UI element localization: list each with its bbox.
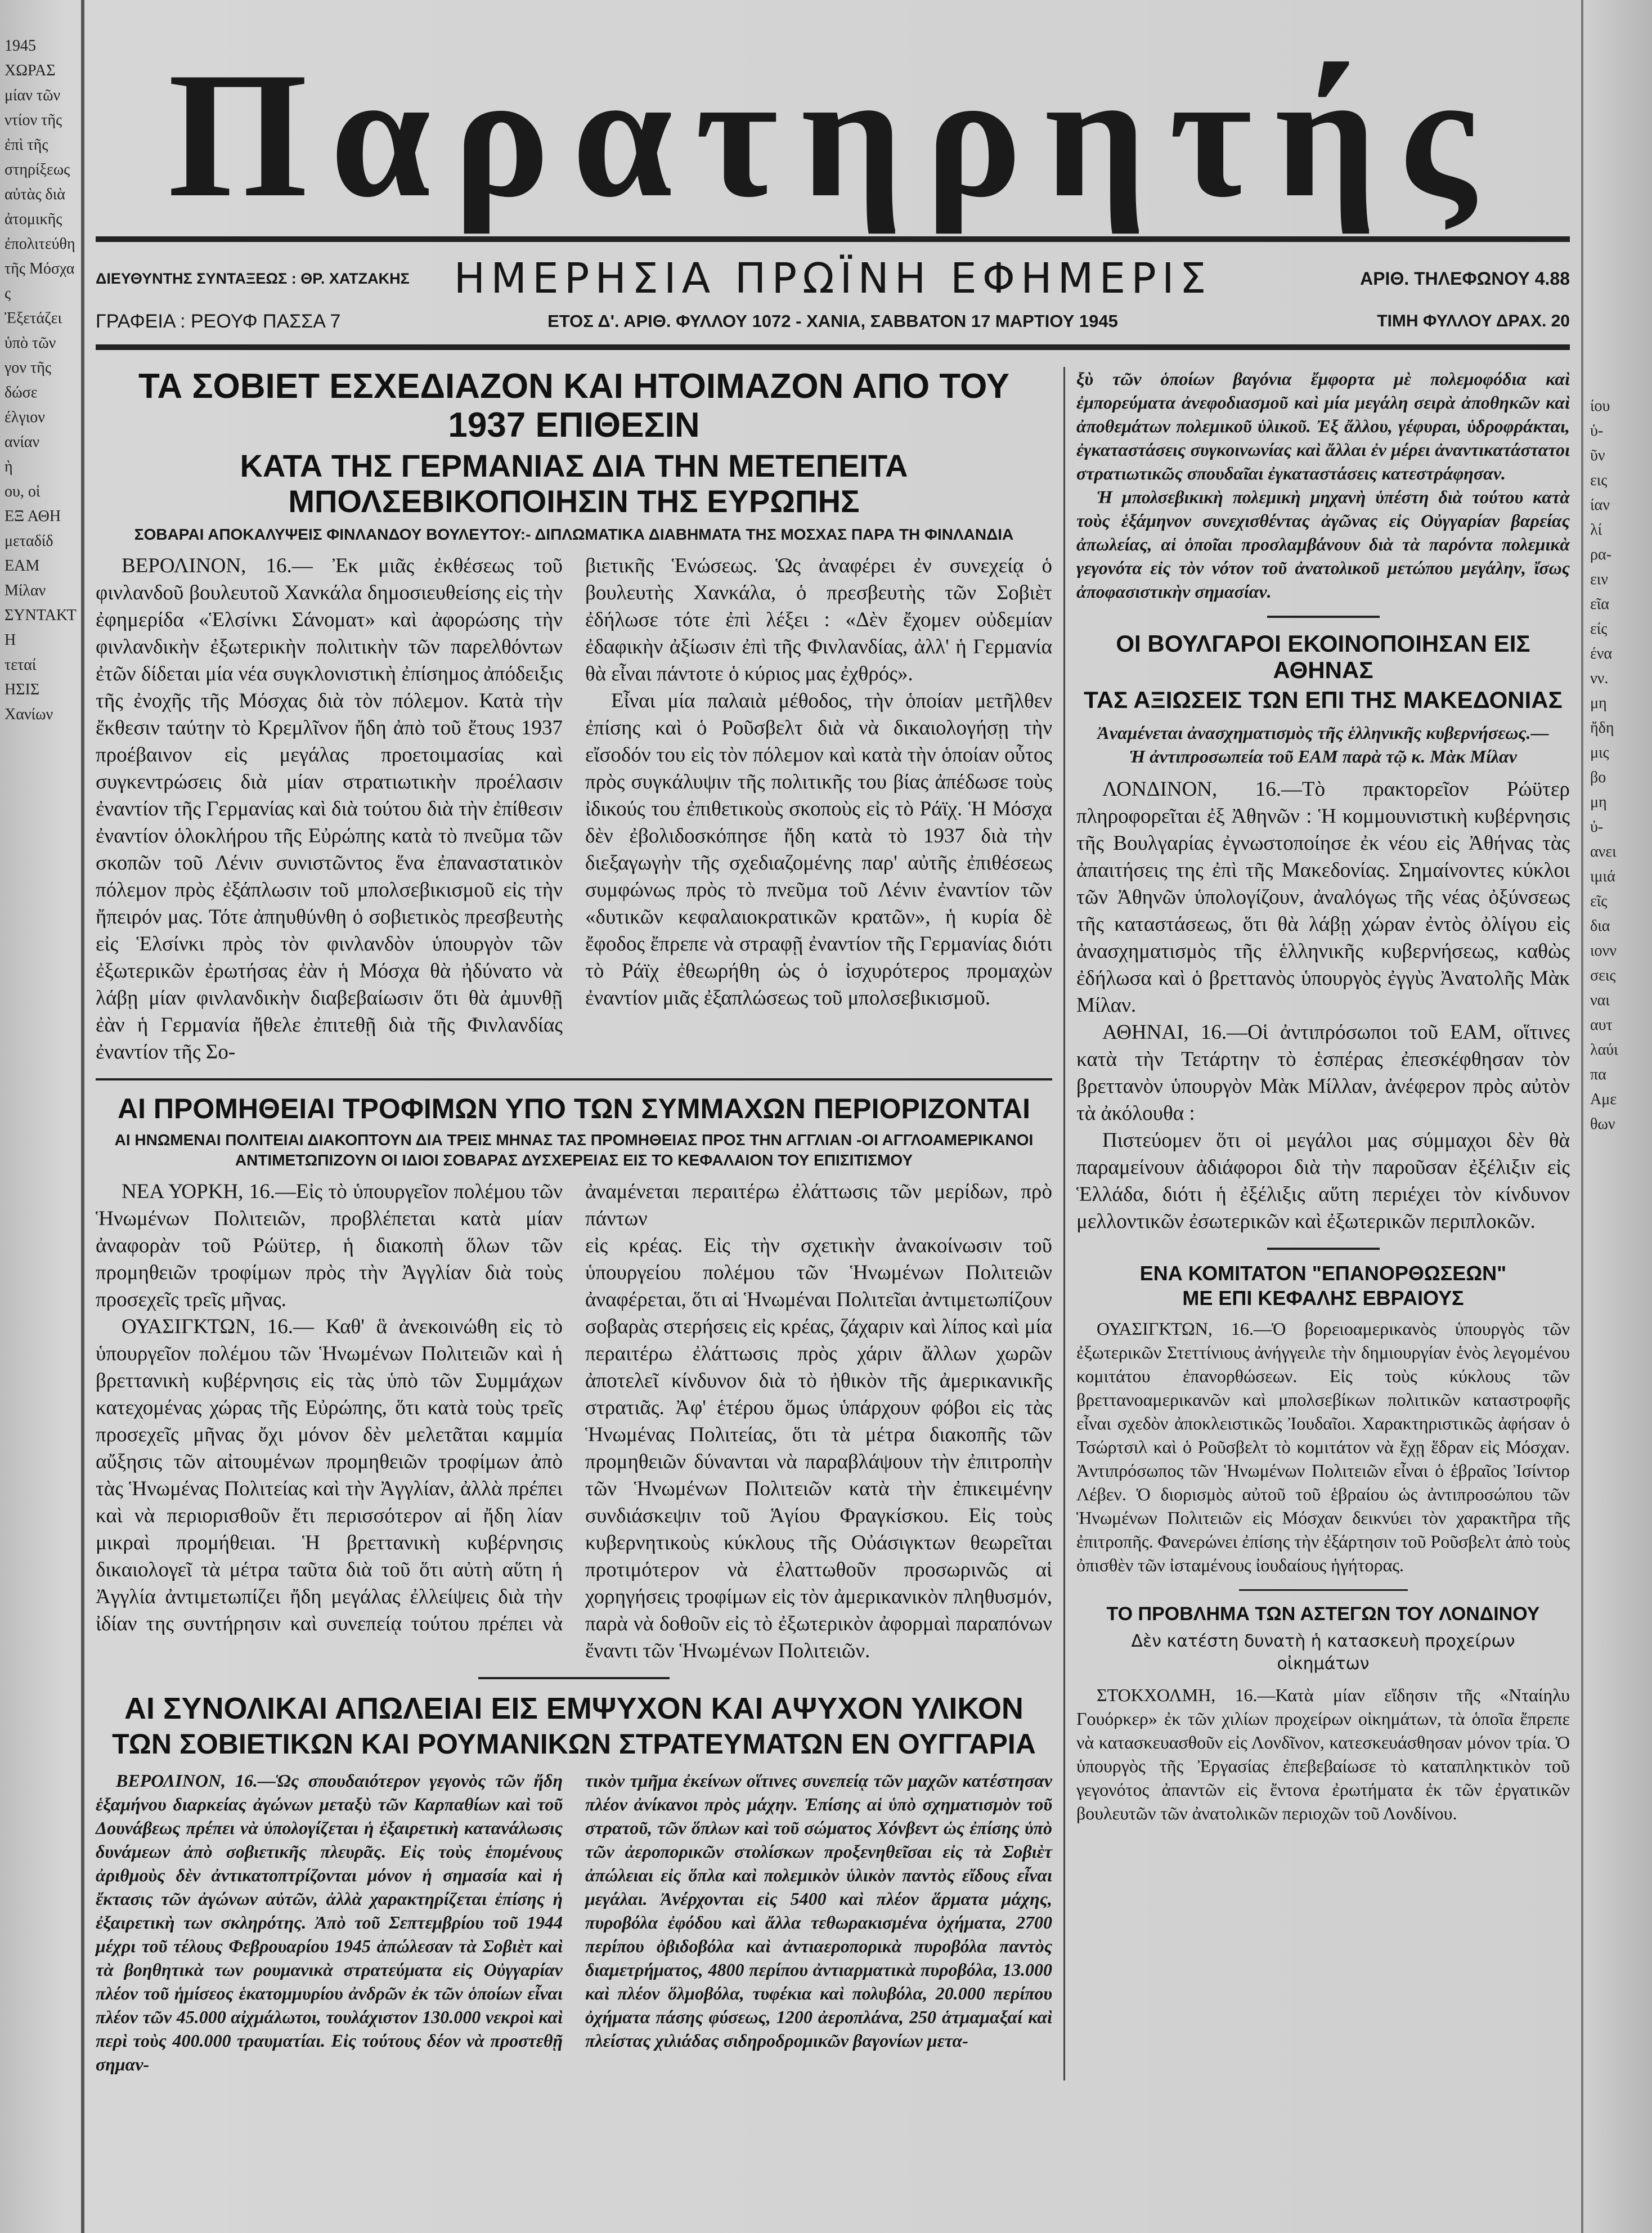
paragraph: ΟΥΑΣΙΓΚΤΩΝ, 16.— Καθ' ἃ ἀνεκοινώθη εἰς τὸ ὑπουργεῖον πολέμου τῶν Ἡνωμένων Πολιτειῶν καὶ ἡ βρεττανικὴ κυβέρνησις εἰς τὰς ὑπὸ τῶν Συμμάχων κατεχομένας χώρας τῆς Εὐρώπης, ὅτι κατὰ τοὺς τρεῖς προσεχεῖς μῆνας ὄχι μόνον δὲν μελετᾶται καμμία αὔξησις τῶν αἰτουμένων προμηθειῶν τροφίμων ἀπὸ τὰς Ἡνωμένας Πολιτείας καὶ τὴν Ἀγγλίαν, ἀλλὰ πρέπει καὶ νὰ περιορισθοῦν ἔτι περισσότερον αἱ ἤδη λίαν μικραὶ προμήθειαι. Ἡ βρεττανικὴ κυβέρνησις δικαιολογεῖ τὰ μέτρα ταῦτα διὰ τοῦ ὅτι αὐτὴ αὕτη ἡ Ἀγγλία ἀντιμετωπίζει ἤδη μεγάλας ἐλλείψεις διὰ τὴν ἰδίαν της συντήρησιν καὶ συνεπείᾳ τούτου πρέπει νὰ ἀναμένεται περαιτέρω ἐλάττωσις τῶν μερίδων, πρὸ πάντων: [96, 1180, 1052, 1636]
divider: [1267, 616, 1380, 618]
edge-text-fragment: ἀτομικῆς: [5, 210, 62, 228]
adjacent-page-right-edge: [1581, 0, 1652, 2233]
edge-text-fragment: ΕΑΜ: [5, 557, 40, 575]
edge-text-fragment: είς: [1590, 620, 1608, 638]
london-subhead: Δὲν κατέστη δυνατὴ ἡ κατασκευὴ προχείρων οἰκημάτων: [1131, 1631, 1515, 1674]
paragraph: Εἶναι μία παλαιὰ μέθοδος, τὴν ὁποίαν μετῆλθεν ἐπίσης καὶ ὁ Ροῦσβελτ διὰ νὰ δικαιολογήσῃ τὴν εἴσοδόν του εἰς τὸν πόλεμον καὶ κατὰ τὴν ὁποίαν οὗτος πρὸς συγκάλυψιν τῆς πολιτικῆς του βίας ἀπέδωσε τοὺς ἰδικούς του ἐπιθετικοὺς σκοποὺς εἰς τὸ Ράϊχ. Ἡ Μόσχα δὲν ἐβολιδοσκόπησε ἤδη κατὰ τὸ 1937 διὰ τὴν διεξαγωγὴν τῆς σχεδιαζομένης παρ' αὐτῆς ἐπιθέσεως συμφώνως πρὸς τὸ πνεῦμα τοῦ Λένιν ἐναντίον τῶν «δυτικῶν κεφαλαιοκρατικῶν κρατῶν», ἡ κυρία δὲ ἔφοδος ἔπρεπε νὰ στραφῇ ἐναντίον τῆς Γερμανίας διότι τὸ Ράϊχ ἐθεωρήθη ὡς ὁ ἰσχυρότερος προμαχὼν ἐναντίον μιᾶς ἐξαπλώσεως τοῦ μπολσεβικισμοῦ.: [585, 689, 1052, 1010]
edge-text-fragment: ένα: [1590, 645, 1613, 662]
paragraph: εἰς κρέας. Εἰς τὴν σχετικὴν ἀνακοίνωσιν τοῦ ὑπουργείου πολέμου τῶν Ἡνωμένων Πολιτειῶν ἀναφέρεται, ὅτι αἱ Ἡνωμέναι Πολιτεῖαι ἀντιμετωπίζουν σοβαρὰς στερήσεις εἰς κρέας, ζάχαριν καὶ λίπος καὶ μία περαιτέρω ἐλάττωσις πρὸς χάριν ἄλλων χωρῶν ἀποτελεῖ κίνδυνον διὰ τὸ ἠθικὸν τῆς ἀμερικανικῆς στρατιᾶς. Ἀφ' ἑτέρου ὅμως ὑπάρχουν φόβοι εἰς τὰς Ἡνωμένας Πολιτείας, ὅτι τὰ μέτρα διακοπῆς τῶν προμηθειῶν δύνανται νὰ παραβλάψουν τὴν ἐπιτροπὴν τῶν Ἡνωμένων Πολιτειῶν κατὰ τὴν ἐπικειμένην συνδιάσκεψιν τοῦ Ἁγίου Φραγκίσκου. Εἰς τοὺς κυβερνητικοὺς κύκλους τῆς Οὐάσιγκτων θεωρεῖται προτιμότερον νὰ ἐλαττωθοῦν προσωρινῶς αἱ χορηγήσεις τροφίμων εἰς τὸν ἀμερικανικὸν πληθυσμόν, παρὰ νὰ δοθοῦν εἰς τὸ ἐξωτερικὸν ἀφορμαὶ παραπόνων ἔναντι τῶν Ἡνωμένων Πολιτειῶν.: [585, 1234, 1052, 1663]
edge-text-fragment: ίαν: [1590, 496, 1610, 514]
edge-text-fragment: πα: [1590, 1066, 1606, 1083]
edge-text-fragment: ανει: [1590, 843, 1617, 860]
content-columns: [96, 367, 1570, 2080]
edge-text-fragment: ιμιά: [1590, 868, 1615, 885]
edge-text-fragment: βο: [1590, 769, 1606, 786]
edge-text-fragment: ΗΣΙΣ: [5, 681, 40, 698]
edge-text-fragment: εῖς: [1590, 893, 1608, 910]
paragraph: ξὺ τῶν ὁποίων βαγόνια ἔμφορτα μὲ πολεμοφόδια καὶ ἐμπορεύματα ἀνεφοδιασμοῦ καὶ μία μεγάλη σειρὰ ἀποθηκῶν καὶ ἀποθεμάτων πολεμικοῦ ὑλικοῦ. Ἐξ ἄλλου, γέφυραι, ὑδροφράκται, ἐγκαταστάσεις συγκοινωνίας καὶ ἄλλαι ἐν μέρει ἀναντικατάστατοι στρατιωτικῶς σπουδαῖαι ἐγκαταστάσεις κατεστράφησαν.: [1076, 369, 1570, 483]
article2-headline: ΑΙ ΠΡΟΜΗΘΕΙΑΙ ΤΡΟΦΙΜΩΝ ΥΠΟ ΤΩΝ ΣΥΜΜΑΧΩΝ ΠΕΡΙΟΡΙΖΟΝΤΑΙ: [118, 1093, 1030, 1125]
edge-text-fragment: νν.: [1590, 670, 1609, 687]
divider: [96, 1078, 1052, 1080]
edge-text-fragment: ου, οἱ: [5, 483, 41, 500]
edge-text-fragment: τῆς Μόσχας: [5, 260, 75, 302]
paragraph: ΑΘΗΝΑΙ, 16.—Οἱ ἀντιπρόσωποι τοῦ ΕΑΜ, οἵτινες κατὰ τὴν Τετάρτην τὸ ἑσπέρας ἐπεσκέφθησαν τὸν βρεττανὸν ὑπουργὸν Μὰκ Μίλλαν, ἀνέφερον πρὸς αὐτὸν τὰ ἀκόλουθα :: [1076, 1021, 1570, 1126]
divider: [1239, 1589, 1408, 1591]
edge-text-fragment: ναι: [1590, 992, 1610, 1009]
article2-body: [96, 1178, 1052, 1665]
edge-text-fragment: λί: [1590, 521, 1602, 539]
paragraph: Ἡ μπολσεβικικὴ πολεμικὴ μηχανὴ ὑπέστη διὰ τούτου κατὰ τοὺς ἑξάμηνον συνεχισθέντας ἀγῶνας εἰς Οὐγγαρίαν βαρείας ἀπωλείας, αἱ ὁποῖαι προσλαμβάνουν διὰ τὰ παρόντα πολεμικὰ γεγονότα εἰς τὸν νότον τοῦ ἀνατολικοῦ μετώπου μεγάλην, ἴσως ἀποφασιστικὴν σημασίαν.: [1076, 487, 1570, 602]
column-divider: [1063, 367, 1065, 2080]
edge-text-fragment: ΣΥΝΤΑΚΤΗ: [5, 607, 77, 649]
edge-text-fragment: ΧΩΡΑΣ: [5, 62, 56, 79]
paragraph: ΟΥΑΣΙΓΚΤΩΝ, 16.—Ὁ βορειοαμερικανὸς ὑπουργὸς τῶν ἐξωτερικῶν Στεττίνιους ἀνήγγειλε τὴν δημιουργίαν ἑνὸς λεγομένου κομιτάτου ἐπανορθώσεων. Εἰς τοὺς κύκλους τῶν βρεττανοαμερικανῶν καὶ μπολσεβίκων πολιτικῶν καταστροφῆς εἶναι σχεδὸν ἀποκλειστικῶς Ἰουδαῖοι. Χαρακτηριστικῶς ἀφήσαν ὁ Τσώρτσιλ καὶ ὁ Ροῦσβελτ τὸ κομιτάτον νὰ ἔχῃ ἕδραν εἰς Μόσχαν. Ἀντιπρόσωπος τῶν Ἡνωμένων Πολιτειῶν εἶναι ὁ ἑβραῖος Ἰσίντορ Λέβεν. Ὁ διορισμὸς αὐτοῦ τοῦ ἑβραίου ὡς ἀντιπροσώπου τῶν Ἡνωμένων Πολιτειῶν εἰς Μόσχαν δεικνύει τὸν χαρακτῆρα τῆς ἐπιτροπῆς. Φανερώνει ἐπίσης τὴν ἐξάρτησιν τοῦ Ροῦσβελτ ἀπὸ τοὺς ὀπισθὲν τῶν ἰσταμένους ἰουδαίους ἡγήτορας.: [1076, 1318, 1570, 1575]
paragraph: ΒΕΡΟΛΙΝΟΝ, 16.— Ἐκ μιᾶς ἐκθέσεως τοῦ φινλανδοῦ βουλευτοῦ Χανκάλα δημοσιευθείσης εἰς τὴν ἐφημερίδα «Ἑλσίνκι Σάνοματ» καὶ ἀφορώσης τὴν φινλανδικὴν ἐξωτερικὴν πολιτικὴν τῶν παρελθόντων ἐτῶν δίδεται μία νέα συγκλονιστικὴ ἐπίσημος ἀπόδειξις τῆς ἐνοχῆς τῆς Μόσχας διὰ τὸν πόλεμον. Κατὰ τὴν ἔκθεσιν ταύτην τὸ Κρεμλῖνον ἤδη ἀπὸ τοῦ ἔτους 1937 προέβαινον εἰς μεγάλας προετοιμασίας καὶ συγκεντρώσεις διὰ μίαν στρατιωτικὴν προέλασιν ἐναντίον τῆς Γερμανίας καὶ διὰ τούτου διὰ τὴν ἐπίθεσιν ἐναντίον ὁλοκλήρου τῆς Εὐρώπης κατὰ τὸ πνεῦμα τῶν σκοπῶν τοῦ Λένιν συνιστῶντος ἕνα ἐπαναστατικὸν πόλεμον πρὸς ἐξάπλωσιν τοῦ μπολσεβικισμοῦ εἰς τὴν ἤπειρόν μας. Τότε ἀπηυθύνθη ὁ σοβιετικὸς πρεσβευτὴς εἰς Ἑλσίνκι πρὸς τὸν φινλανδὸν ὑπουργὸν τῶν ἐξωτερικῶν ἐρωτήσας ἐὰν ἡ Μόσχα θὰ ἠδύνατο νὰ λάβῃ μίαν φινλανδικὴν διαβεβαίωσιν ὅτι θὰ ἀμυνθῇ ἐὰν ἡ Γερμανία ἤθελε ἐπιτεθῇ διὰ τῆς Φινλανδίας ἐναντίον τῆς Σο-: [96, 554, 563, 1064]
masthead-info: [96, 242, 1570, 344]
committee-headline-line2: ΜΕ ΕΠΙ ΚΕΦΑΛΗΣ ΕΒΡΑΙΟΥΣ: [1182, 1286, 1464, 1310]
edge-text-fragment: σεις: [1590, 967, 1616, 984]
edge-text-fragment: Αμε: [1590, 1091, 1617, 1108]
edge-text-fragment: ἤδη: [1590, 719, 1614, 737]
article1-headline-line1: ΤΑ ΣΟΒΙΕΤ ΕΣΧΕΔΙΑΖΟΝ ΚΑΙ ΗΤΟΙΜΑΖΟΝ ΑΠΟ ΤΟΥ 1937 ΕΠΙΘΕΣΙΝ: [138, 367, 1009, 445]
price: ΤΙΜΗ ΦΥΛΛΟΥ ΔΡΑΧ. 20: [1377, 312, 1570, 330]
edge-text-fragment: 1945: [5, 37, 36, 55]
edge-text-fragment: εις: [1590, 472, 1608, 489]
edge-text-fragment: ανίαν: [5, 433, 40, 451]
edge-text-fragment: ὑπὸ τῶν: [5, 334, 56, 352]
right-column-continuation: [1076, 367, 1570, 603]
bulgaria-subhead: Ἀναμένεται ἀνασχηματισμὸς τῆς ἑλληνικῆς κυβερνήσεως.—Ἡ ἀντιπροσωπεία τοῦ ΕΑΜ παρὰ τῷ κ. Μὰκ Μίλαν: [1097, 723, 1549, 767]
edge-text-fragment: δώσε: [5, 384, 38, 401]
edge-text-fragment: ὐ-: [1590, 818, 1604, 836]
edge-text-fragment: μη: [1590, 793, 1607, 811]
edge-text-fragment: ῦν: [1590, 447, 1605, 464]
bulgaria-article-body: [1076, 776, 1570, 1235]
paragraph: βιετικῆς Ἑνώσεως. Ὡς ἀναφέρει ἐν συνεχείᾳ ὁ βουλευτὴς Χανκάλα, ὁ πρεσβευτὴς τῶν Σοβιὲτ ἐδήλωσε τότε ἐπὶ λέξει : «Δὲν ἔχομεν οὐδεμίαν ἐδαφικὴν ἀξίωσιν ἐπὶ τῆς Φινλανδίας, ἀλλ' ἡ Γερμανία θὰ εἶναι πάντοτε ὁ κύριος μας ἐχθρός».: [585, 554, 1052, 686]
edge-text-fragment: εῖα: [1590, 595, 1609, 613]
article1: [96, 367, 1052, 1066]
phone: ΑΡΙΘ. ΤΗΛΕΦΩΝΟΥ 4.88: [1360, 268, 1570, 289]
paragraph: τικὸν τμῆμα ἐκείνων οἵτινες συνεπείᾳ τῶν μαχῶν κατέστησαν πλέον ἀνίκανοι πρὸς μάχην. Ἐπίσης αἱ ὑπὸ σχηματισμὸν τοῦ στρατοῦ, τῶν ὅπλων καὶ τοῦ σώματος Χόνβεντ ὡς ἐπίσης ὑπὸ τῶν ἀεροπορικῶν στολίσκων προξενηθεῖσαι εἰς τὰ Σοβιὲτ ἀπώλειαι εἰς ὅπλα καὶ πολεμικὸν ὑλικὸν παντὸς εἴδους εἶναι μεγάλαι. Ἀνέρχονται εἰς 5400 καὶ πλέον ἅρματα μάχης, πυροβόλα ἐφόδου καὶ ἄλλα τεθωρακισμένα ὀχήματα, 2700 περίπου ὀβιδοβόλα καὶ ἀντιαεροπορικὰ πυροβόλα παντὸς διαμετρήματος, 4800 περίπου ἀντιαρματικὰ πυροβόλα, 13.000 καὶ πλέον ὅλμοβόλα, τυφέκια καὶ πολυβόλα, 20.000 περίπου ὀχήματα πάσης φύσεως, 1200 ἀεροπλάνα, 250 ἁτμαμαξαί καὶ πλείστας χιλιάδας σιδηροδρομικῶν βαγονίων μετα-: [585, 1770, 1052, 2051]
main-column: [96, 367, 1052, 2080]
edge-text-fragment: ἐπολιτεύθη: [5, 235, 75, 253]
edge-text-fragment: αὐτὰς διὰ: [5, 186, 65, 203]
edge-text-fragment: αυτ: [1590, 1016, 1613, 1034]
article1-body: [96, 553, 1052, 1066]
edge-text-fragment: στηρίξεως: [5, 161, 70, 178]
adjacent-page-left-edge: [0, 0, 84, 2233]
edge-text-fragment: ντίον τῆς: [5, 111, 62, 129]
paragraph: ΛΟΝΔΙΝΟΝ, 16.—Τὸ πρακτορεῖον Ρώϋτερ πληροφορεῖται ἐξ Ἀθηνῶν : Ἡ κομμουνιστικὴ κυβέρνησις τῆς Βουλγαρίας ἐγνωστοποίησε ἐκ νέου εἰς Ἀθήνας τὰς ἀπαιτήσεις της ἐπὶ τῆς Μακεδονίας. Σημαίνοντες κύκλοι τῶν Ἀθηνῶν ὑπολογίζουν, ἀναλόγως τῆς νέας ὀξύνσεως τῆς καταστάσεως, ὅτι θὰ λάβῃ χώραν ἐντὸς ὀλίγου εἰς ἀνασχηματισμὸς τῆς ἑλληνικῆς κυβερνήσεως, καθὼς ἐδήλωσα καὶ ὁ βρεττανὸς ὑπουργὸς ἐγγὺς Ἀνατολῆς Μὰκ Μίλαν.: [1076, 778, 1570, 1017]
edge-text-fragment: θων: [1590, 1115, 1615, 1133]
london-headline: ΤΟ ΠΡΟΒΛΗΜΑ ΤΩΝ ΑΣΤΕΓΩΝ ΤΟΥ ΛΟΝΔΙΝΟΥ: [1106, 1603, 1540, 1625]
right-column: [1076, 367, 1570, 2080]
edge-text-fragment: Χανίων: [5, 706, 53, 723]
edge-text-fragment: έλγιον: [5, 409, 45, 426]
editor-line: ΔΙΕΥΘΥΝΤΗΣ ΣΥΝΤΑΞΕΩΣ : ΘΡ. ΧΑΤΖΑΚΗΣ: [96, 270, 410, 287]
divider: [96, 236, 1570, 242]
committee-article-body: [1076, 1317, 1570, 1577]
edge-text-fragment: μίαν τῶν: [5, 87, 61, 104]
edge-text-fragment: λαύι: [1590, 1041, 1618, 1059]
edge-text-fragment: γον τῆς: [5, 359, 52, 376]
article2-subhead: ΑΙ ΗΝΩΜΕΝΑΙ ΠΟΛΙΤΕΙΑΙ ΔΙΑΚΟΠΤΟΥΝ ΔΙΑ ΤΡΕΙΣ ΜΗΝΑΣ ΤΑΣ ΠΡΟΜΗΘΕΙΑΣ ΠΡΟΣ ΤΗΝ ΑΓΓΛΙΑΝ -ΟΙ ΑΓΓΛΟΑΜΕΡΙΚΑΝΟΙ ΑΝΤΙΜΕΤΩΠΙΖΟΥΝ ΟΙ ΙΔΙΟΙ ΣΟΒΑΡΑΣ ΔΥΣΧΕΡΕΙΑΣ ΕΙΣ ΤΟ ΚΕΦΑΛΑΙΟΝ ΤΟΥ ΕΠΙΣΙΤΙΣΜΟΥ: [114, 1131, 1034, 1169]
offices: ΓΡΑΦΕΙΑ : ΡΕΟΥΦ ΠΑΣΣΑ 7: [96, 311, 341, 332]
edge-text-fragment: ὑ-: [1590, 422, 1604, 440]
edge-text-fragment: Ἐξετάζει: [5, 310, 62, 327]
masthead-logo: Παρατηρητής: [168, 35, 1498, 235]
divider: [96, 344, 1570, 350]
paragraph: ΒΕΡΟΛΙΝΟΝ, 16.—Ὡς σπουδαιότερον γεγονὸς τῶν ἤδη ἑξαμήνου διαρκείας ἀγώνων μεταξὺ τῶν Καρπαθίων καὶ τοῦ Δουνάβεως πρέπει νὰ ὑπολογίζεται ἡ ἐξαιρετικὴ κατανάλωσις δυνάμεων ἀπὸ σοβιετικῆς πλευρᾶς. Εἰς τοὺς ἑπομένους ἀριθμοὺς δὲν ἀντικατοπτρίζονται μόνον ἡ σημασία καὶ ἡ ἔκτασις τῶν ἀγώνων αὐτῶν, ἀλλὰ χαρακτηρίζεται ἐπίσης ἡ ἐξαιρετικὴ των σκληρότης. Ἀπὸ τοῦ Σεπτεμβρίου τοῦ 1944 μέχρι τοῦ τέλους Φεβρουαρίου 1945 ἀπώλεσαν τὰ Σοβιὲτ καὶ τὰ βοηθητικὰ των ρουμανικὰ στρατεύματα εἰς Οὐγγαρίαν πλέον τοῦ ἡμίσεος ἑκατομμυρίου ἀνδρῶν ἐκ τῶν ὁποίων εἶναι πλέον τῶν 45.000 αἰχμάλωτοι, τουλάχιστον 130.000 νεκροὶ καὶ περὶ τοὺς 400.000 τραυματίαι. Εἰς τούτους δέον νὰ προστεθῇ σημαν-: [96, 1770, 563, 2074]
article3-headline-line2: ΤΩΝ ΣΟΒΙΕΤΙΚΩΝ ΚΑΙ ΡΟΥΜΑΝΙΚΩΝ ΣΤΡΑΤΕΥΜΑΤΩΝ ΕΝ ΟΥΓΓΑΡΙΑ: [112, 1728, 1036, 1760]
edge-text-fragment: ΕΞ ΑΘΗ: [5, 508, 61, 525]
committee-headline-line1: ΕΝΑ ΚΟΜΙΤΑΤΟΝ "ΕΠΑΝΟΡΘΩΣΕΩΝ": [1139, 1262, 1507, 1285]
divider: [478, 1677, 670, 1679]
edge-text-fragment: ἐπὶ τῆς: [5, 136, 48, 154]
edge-text-fragment: Μίλαν: [5, 582, 46, 599]
edge-text-fragment: μις: [1590, 744, 1609, 761]
edge-text-fragment: ρα-: [1590, 546, 1611, 563]
bulgaria-headline-line2: ΤΑΣ ΑΞΙΩΣΕΙΣ ΤΩΝ ΕΠΙ ΤΗΣ ΜΑΚΕΔΟΝΙΑΣ: [1084, 687, 1563, 714]
edge-text-fragment: μη: [1590, 694, 1607, 712]
article3-headline-line1: ΑΙ ΣΥΝΟΛΙΚΑΙ ΑΠΩΛΕΙΑΙ ΕΙΣ ΕΜΨΥΧΟΝ ΚΑΙ ΑΨΥΧΟΝ ΥΛΙΚΟΝ: [124, 1692, 1023, 1726]
article1-subhead: ΣΟΒΑΡΑΙ ΑΠΟΚΑΛΥΨΕΙΣ ΦΙΝΛΑΝΔΟΥ ΒΟΥΛΕΥΤΟΥ:- ΔΙΠΛΩΜΑΤΙΚΑ ΔΙΑΒΗΜΑΤΑ ΤΗΣ ΜΟΣΧΑΣ ΠΑΡΑ ΤΗ ΦΙΝΛΑΝΔΙΑ: [134, 526, 1014, 544]
article3: [96, 1692, 1052, 2075]
paragraph: ΝΕΑ ΥΟΡΚΗ, 16.—Εἰς τὸ ὑπουργεῖον πολέμου τῶν Ἡνωμένων Πολιτειῶν, προβλέπεται κατὰ μίαν ἀναφορὰν τοῦ Ρώϋτερ, ἡ διακοπὴ ὅλων τῶν προμηθειῶν τροφίμων πρὸς τὴν Ἀγγλίαν διὰ τοὺς προσεχεῖς τρεῖς μῆνας.: [96, 1180, 563, 1312]
edge-text-fragment: τεταί: [5, 656, 37, 674]
edge-text-fragment: ειν: [1590, 571, 1608, 588]
article2: [96, 1093, 1052, 1665]
edge-text-fragment: ὴ: [5, 458, 13, 476]
issue-info: ΕΤΟΣ Δ'. ΑΡΙΘ. ΦΥΛΛΟΥ 1072 - ΧΑΝΙΑ, ΣΑΒΒΑΤΟΝ 17 ΜΑΡΤΙΟΥ 1945: [547, 311, 1118, 331]
edge-text-fragment: ιονν: [1590, 942, 1617, 959]
paragraph: Πιστεύομεν ὅτι οἱ μεγάλοι μας σύμμαχοι δὲν θὰ παραμείνουν ἀδιάφοροι διὰ τὴν παροῦσαν ἐξέλιξιν εἰς Ἑλλάδα, διότι ἡ ἐξέλιξις αὕτη περιέχει τὸν κίνδυνον μελλοντικῶν ἐσωτερικῶν καὶ ἐξωτερικῶν περιπλοκῶν.: [1076, 1129, 1570, 1234]
edge-text-fragment: ίου: [1590, 397, 1610, 415]
edge-text-fragment: δια: [1590, 917, 1610, 935]
bulgaria-headline-line1: ΟΙ ΒΟΥΛΓΑΡΟΙ ΕΚΟΙΝΟΠΟΙΗΣΑΝ ΕΙΣ ΑΘΗΝΑΣ: [1116, 630, 1530, 684]
subtitle: ΗΜΕΡΗΣΙΑ ΠΡΩΪΝΗ ΕΦΗΜΕΡΙΣ: [454, 254, 1212, 303]
front-page: [84, 0, 1581, 2233]
edge-text-fragment: μεταδίδ: [5, 532, 53, 550]
article3-body: [96, 1769, 1052, 2076]
divider: [1267, 1248, 1380, 1250]
article1-headline-line2: ΚΑΤΑ ΤΗΣ ΓΕΡΜΑΝΙΑΣ ΔΙΑ ΤΗΝ ΜΕΤΕΠΕΙΤΑ ΜΠΟΛΣΕΒΙΚΟΠΟΙΗΣΙΝ ΤΗΣ ΕΥΡΩΠΗΣ: [240, 447, 908, 519]
paragraph: ΣΤΟΚΧΟΛΜΗ, 16.—Κατὰ μίαν εἴδησιν τῆς «Νταίηλυ Γουόρκερ» ἐκ τῶν χιλίων προχείρων οἰκημάτων, τὰ ὁποῖα ἔπρεπε νὰ κατασκευασθοῦν εἰς Λονδῖνον, κατεσκευάσθησαν μόνον τρία. Ὁ ὑπουργὸς τῆς Ἐργασίας ἐπεβεβαίωσε τὸ καταπληκτικὸν τοῦ γεγονότος ἀπαντῶν εἰς ἔντονα ἐρωτήματα ἐκ τῶν ἐργατικῶν βουλευτῶν τῶν ἀνατολικῶν περιοχῶν τοῦ Λονδίνου.: [1076, 1684, 1570, 1823]
london-article-body: [1076, 1683, 1570, 1825]
